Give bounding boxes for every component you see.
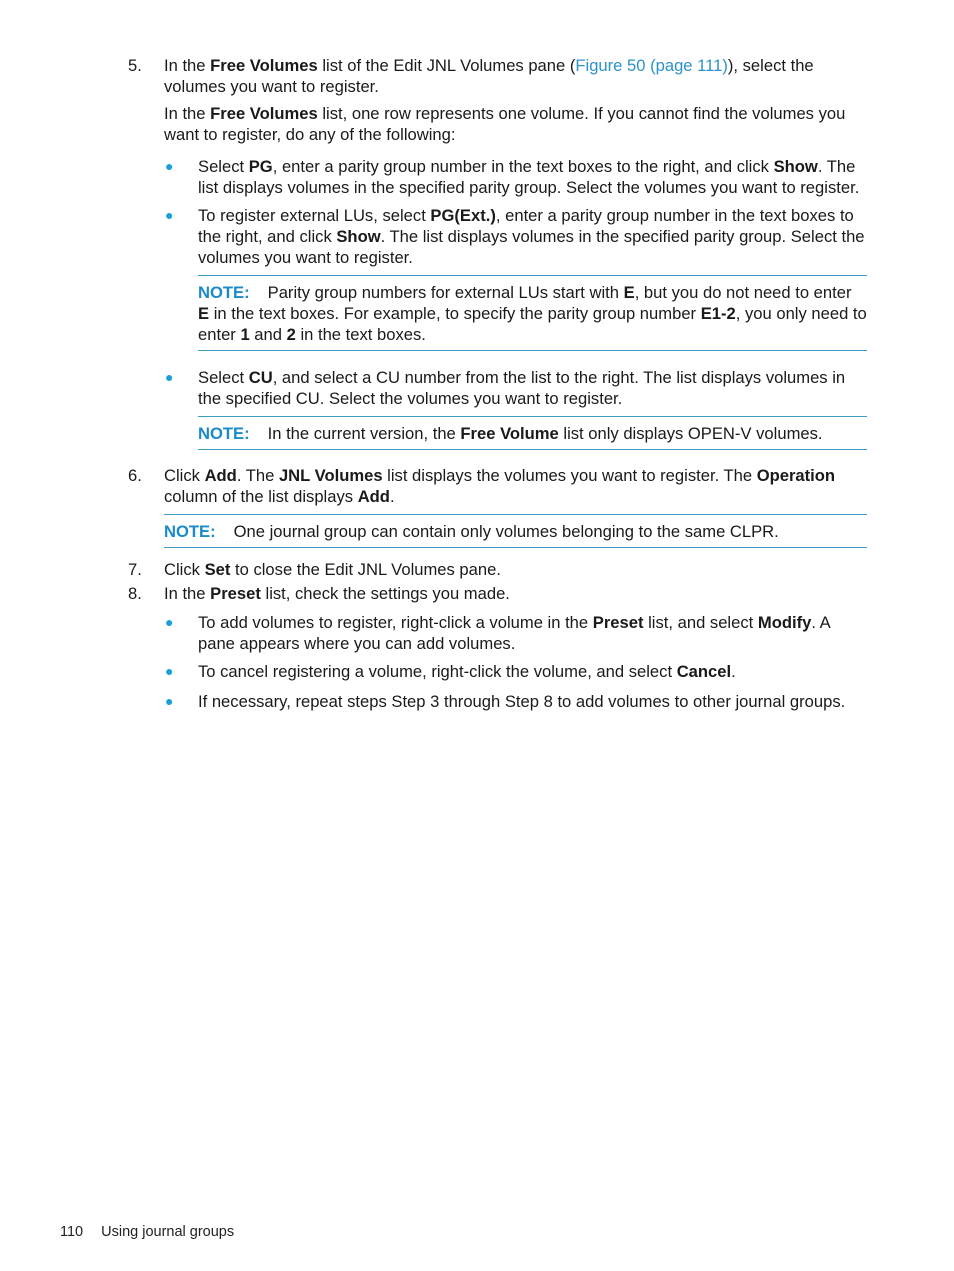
section-title: Using journal groups — [101, 1224, 235, 1240]
note-label: NOTE: — [164, 522, 216, 541]
step-7: 7. Click Set to close the Edit JNL Volumes pane. — [128, 560, 501, 579]
step-text: In the Free Volumes list of the Edit JNL Volumes pane (Figure 50 (page 111)), select the volumes you want to register. — [164, 56, 814, 96]
note-box: NOTE: One journal group can contain only volumes belonging to the same CLPR. — [164, 514, 867, 548]
note-label: NOTE: — [198, 424, 250, 443]
bullet-icon: ● — [165, 614, 174, 630]
bullet-icon: ● — [165, 369, 174, 385]
note-box: NOTE: Parity group numbers for external LUs start with E, but you do not need to enter E in the text boxes. For example, to specify the parity group number E1-2, you only need to enter 1 and 2 in the text boxes. — [198, 275, 867, 351]
bullet-item: ● To add volumes to register, right-click a volume in the Preset list, and select Modify. A pane appears where you can add volumes. — [165, 613, 830, 653]
step-6: 6. Click Add. The JNL Volumes list displays the volumes you want to register. The Operation column of the list displays Add. — [128, 466, 836, 506]
step-number: 8. — [128, 584, 142, 603]
bullet-icon: ● — [165, 207, 174, 223]
note-box: NOTE: In the current version, the Free Volume list only displays OPEN-V volumes. — [198, 416, 867, 450]
page-number: 110 — [60, 1224, 84, 1240]
note-label: NOTE: — [198, 283, 250, 302]
bullet-item: ● Select CU, and select a CU number from the list to the right. The list displays volumes in the specified CU. Select the volumes you want to register. — [165, 368, 846, 408]
bullet-item: ● To cancel registering a volume, right-click the volume, and select Cancel. — [165, 662, 736, 681]
bullet-item: ● To register external LUs, select PG(Ext.), enter a parity group number in the text boxes to the right, and click Show. The list displays volumes in the specified parity group. Select the volumes you want to register. — [165, 206, 865, 267]
bullet-icon: ● — [165, 693, 174, 709]
step-number: 6. — [128, 466, 142, 485]
step-number: 5. — [128, 56, 142, 75]
step-5-paragraph: In the Free Volumes list, one row represents one volume. If you cannot find the volumes you want to register, do any of the following: — [164, 104, 846, 144]
figure-link[interactable]: Figure 50 (page 111) — [575, 56, 728, 75]
step-5 — [128, 55, 868, 97]
step-number: 7. — [128, 560, 142, 579]
bullet-item: ● Select PG, enter a parity group number in the text boxes to the right, and click Show. The list displays volumes in the specified parity group. Select the volumes you want to register. — [165, 157, 860, 197]
bullet-icon: ● — [165, 158, 174, 174]
step-8: 8. In the Preset list, check the settings you made. — [128, 584, 510, 603]
bullet-icon: ● — [165, 663, 174, 679]
bullet-item: ● If necessary, repeat steps Step 3 through Step 8 to add volumes to other journal groups. — [165, 692, 846, 711]
page-footer — [60, 1222, 234, 1243]
